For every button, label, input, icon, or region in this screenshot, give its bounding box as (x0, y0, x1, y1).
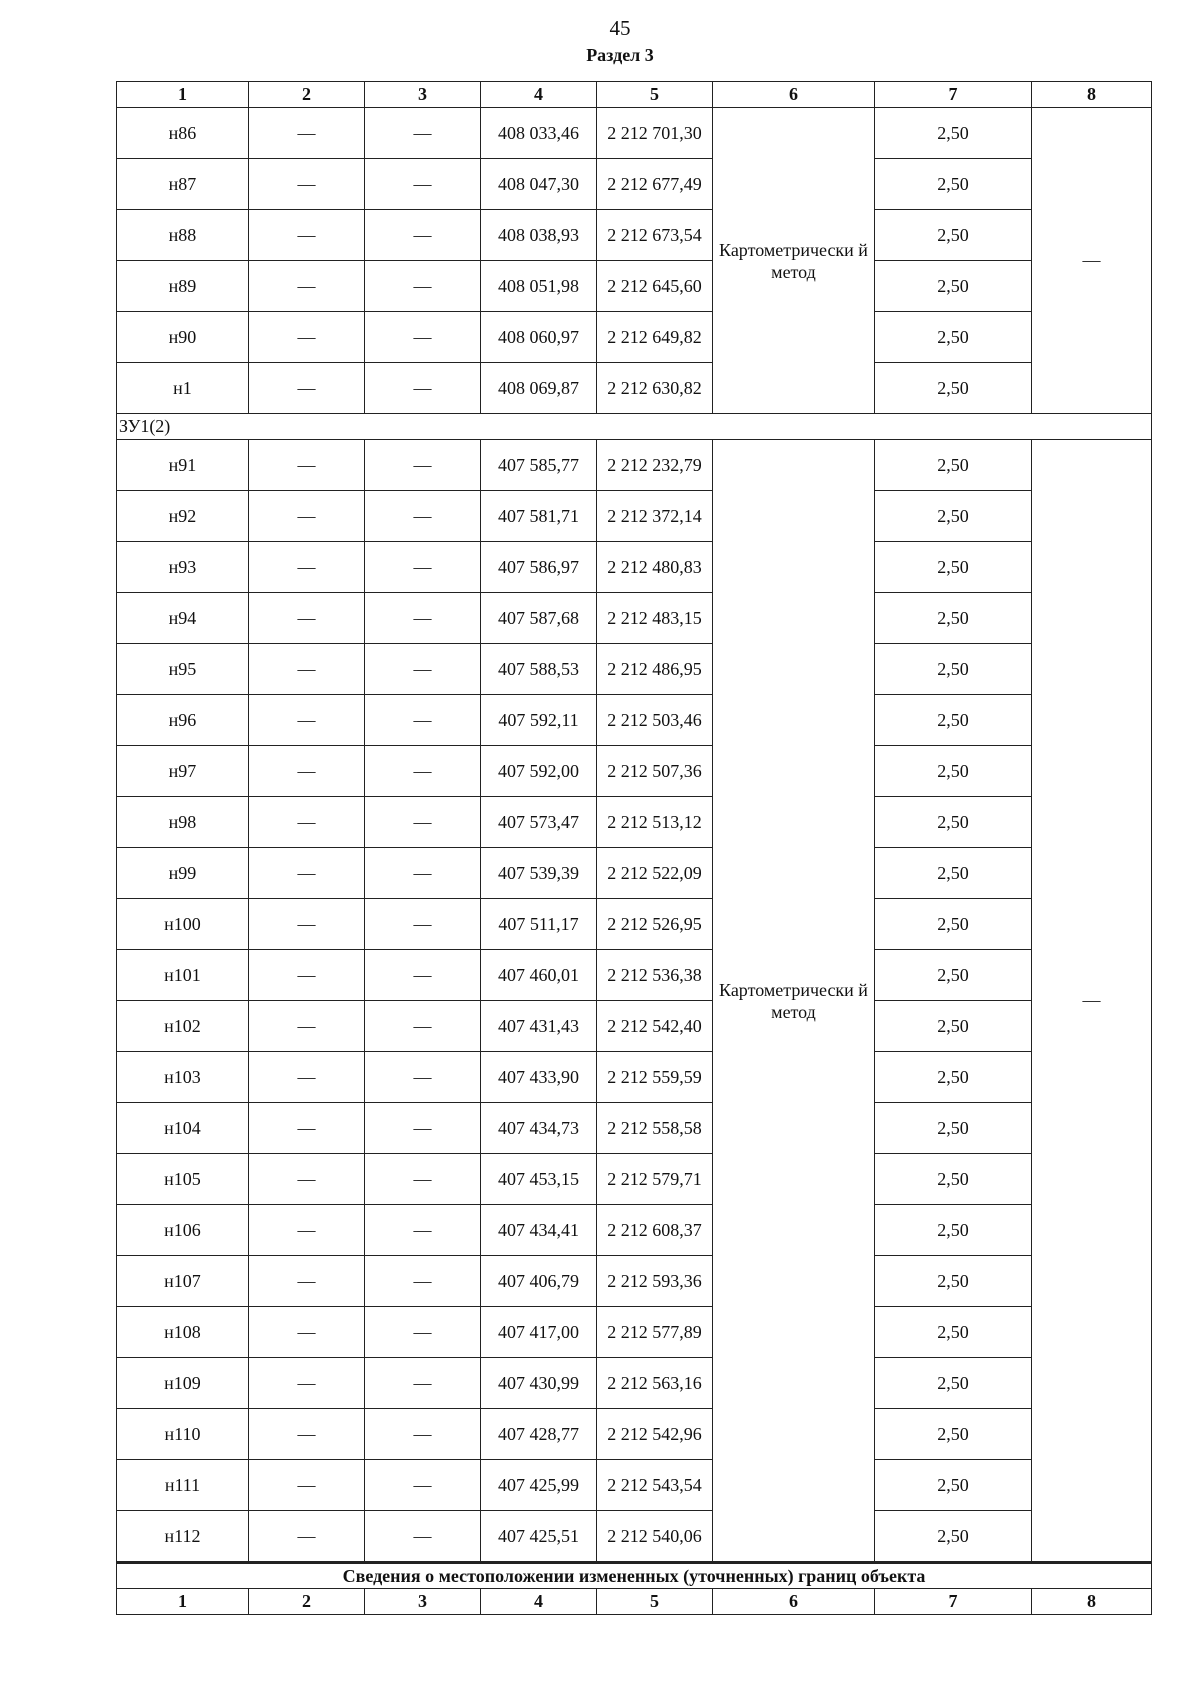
point-name-cell: н101 (117, 950, 249, 1001)
point-name-cell: н109 (117, 1358, 249, 1409)
table-row (117, 1307, 1152, 1358)
col2-empty-cell: — (249, 950, 365, 1001)
y-coordinate-cell: 2 212 522,09 (597, 848, 713, 899)
y-coordinate-cell: 2 212 483,15 (597, 593, 713, 644)
y-coordinate-cell: 2 212 480,83 (597, 542, 713, 593)
y-coordinate-cell: 2 212 577,89 (597, 1307, 713, 1358)
table-row (117, 695, 1152, 746)
point-name-cell: н95 (117, 644, 249, 695)
accuracy-cell: 2,50 (875, 440, 1032, 491)
x-coordinate-cell: 407 511,17 (481, 899, 597, 950)
accuracy-cell: 2,50 (875, 159, 1032, 210)
col2-empty-cell: — (249, 159, 365, 210)
section-title: Раздел 3 (586, 45, 654, 65)
point-name-cell: н92 (117, 491, 249, 542)
table-row (117, 848, 1152, 899)
accuracy-cell: 2,50 (875, 1511, 1032, 1563)
col2-empty-cell: — (249, 1358, 365, 1409)
col3-empty-cell: — (365, 644, 481, 695)
y-coordinate-cell: 2 212 232,79 (597, 440, 713, 491)
group-label: ЗУ1(2) (117, 414, 1152, 440)
col2-empty-cell: — (249, 593, 365, 644)
point-name-cell: н104 (117, 1103, 249, 1154)
table-row (117, 159, 1152, 210)
point-name-cell: н98 (117, 797, 249, 848)
y-coordinate-cell: 2 212 673,54 (597, 210, 713, 261)
col3-empty-cell: — (365, 899, 481, 950)
table-row (117, 1052, 1152, 1103)
accuracy-cell: 2,50 (875, 1154, 1032, 1205)
x-coordinate-cell: 407 573,47 (481, 797, 597, 848)
col3-empty-cell: — (365, 848, 481, 899)
x-coordinate-cell: 408 033,46 (481, 108, 597, 159)
table-row (117, 593, 1152, 644)
column-header-6: 6 (713, 82, 875, 108)
y-coordinate-cell: 2 212 701,30 (597, 108, 713, 159)
col2-empty-cell: — (249, 899, 365, 950)
y-coordinate-cell: 2 212 507,36 (597, 746, 713, 797)
col3-empty-cell: — (365, 797, 481, 848)
column-header-3: 3 (365, 82, 481, 108)
col3-empty-cell: — (365, 950, 481, 1001)
col2-empty-cell: — (249, 746, 365, 797)
accuracy-cell: 2,50 (875, 491, 1032, 542)
point-name-cell: н86 (117, 108, 249, 159)
footer-column-header-8: 8 (1032, 1589, 1152, 1615)
x-coordinate-cell: 407 539,39 (481, 848, 597, 899)
accuracy-cell: 2,50 (875, 950, 1032, 1001)
accuracy-cell: 2,50 (875, 1256, 1032, 1307)
y-coordinate-cell: 2 212 526,95 (597, 899, 713, 950)
column-header-row (117, 82, 1152, 108)
col3-empty-cell: — (365, 159, 481, 210)
x-coordinate-cell: 407 425,99 (481, 1460, 597, 1511)
footer-column-header-row (117, 1589, 1152, 1615)
accuracy-cell: 2,50 (875, 746, 1032, 797)
accuracy-cell: 2,50 (875, 312, 1032, 363)
point-name-cell: н94 (117, 593, 249, 644)
x-coordinate-cell: 407 453,15 (481, 1154, 597, 1205)
y-coordinate-cell: 2 212 542,96 (597, 1409, 713, 1460)
y-coordinate-cell: 2 212 543,54 (597, 1460, 713, 1511)
col3-empty-cell: — (365, 108, 481, 159)
point-name-cell: н110 (117, 1409, 249, 1460)
accuracy-cell: 2,50 (875, 695, 1032, 746)
table-row (117, 1256, 1152, 1307)
footer-column-header-6: 6 (713, 1589, 875, 1615)
x-coordinate-cell: 407 585,77 (481, 440, 597, 491)
accuracy-cell: 2,50 (875, 363, 1032, 414)
y-coordinate-cell: 2 212 542,40 (597, 1001, 713, 1052)
point-name-cell: н1 (117, 363, 249, 414)
footer-column-header-3: 3 (365, 1589, 481, 1615)
x-coordinate-cell: 407 592,00 (481, 746, 597, 797)
col3-empty-cell: — (365, 1001, 481, 1052)
table-row (117, 746, 1152, 797)
table-row (117, 261, 1152, 312)
footer-caption: Сведения о местоположении измененных (уточненных) границ объекта (117, 1563, 1152, 1589)
col2-empty-cell: — (249, 1460, 365, 1511)
point-name-cell: н105 (117, 1154, 249, 1205)
y-coordinate-cell: 2 212 559,59 (597, 1052, 713, 1103)
accuracy-cell: 2,50 (875, 1358, 1032, 1409)
point-name-cell: н111 (117, 1460, 249, 1511)
point-name-cell: н102 (117, 1001, 249, 1052)
col3-empty-cell: — (365, 1154, 481, 1205)
col2-empty-cell: — (249, 797, 365, 848)
point-name-cell: н89 (117, 261, 249, 312)
accuracy-cell: 2,50 (875, 899, 1032, 950)
col2-empty-cell: — (249, 440, 365, 491)
column-header-7: 7 (875, 82, 1032, 108)
footer-column-header-4: 4 (481, 1589, 597, 1615)
point-name-cell: н106 (117, 1205, 249, 1256)
point-name-cell: н100 (117, 899, 249, 950)
x-coordinate-cell: 407 581,71 (481, 491, 597, 542)
x-coordinate-cell: 408 069,87 (481, 363, 597, 414)
table-row (117, 899, 1152, 950)
col2-empty-cell: — (249, 1103, 365, 1154)
col8-cell: — (1032, 440, 1152, 1563)
column-header-4: 4 (481, 82, 597, 108)
table-row (117, 440, 1152, 491)
col2-empty-cell: — (249, 644, 365, 695)
col2-empty-cell: — (249, 695, 365, 746)
x-coordinate-cell: 407 592,11 (481, 695, 597, 746)
col3-empty-cell: — (365, 1409, 481, 1460)
accuracy-cell: 2,50 (875, 797, 1032, 848)
table-row (117, 312, 1152, 363)
y-coordinate-cell: 2 212 630,82 (597, 363, 713, 414)
point-name-cell: н96 (117, 695, 249, 746)
table-row (117, 210, 1152, 261)
col2-empty-cell: — (249, 1052, 365, 1103)
col2-empty-cell: — (249, 363, 365, 414)
x-coordinate-cell: 407 460,01 (481, 950, 597, 1001)
accuracy-cell: 2,50 (875, 1205, 1032, 1256)
x-coordinate-cell: 407 406,79 (481, 1256, 597, 1307)
col2-empty-cell: — (249, 1256, 365, 1307)
col2-empty-cell: — (249, 261, 365, 312)
col3-empty-cell: — (365, 261, 481, 312)
accuracy-cell: 2,50 (875, 1103, 1032, 1154)
x-coordinate-cell: 408 051,98 (481, 261, 597, 312)
column-header-1: 1 (117, 82, 249, 108)
table-row (117, 1511, 1152, 1563)
point-name-cell: н87 (117, 159, 249, 210)
col3-empty-cell: — (365, 1052, 481, 1103)
y-coordinate-cell: 2 212 677,49 (597, 159, 713, 210)
x-coordinate-cell: 407 425,51 (481, 1511, 597, 1563)
col2-empty-cell: — (249, 1205, 365, 1256)
accuracy-cell: 2,50 (875, 848, 1032, 899)
footer-column-header-2: 2 (249, 1589, 365, 1615)
y-coordinate-cell: 2 212 503,46 (597, 695, 713, 746)
accuracy-cell: 2,50 (875, 210, 1032, 261)
table-row (117, 1103, 1152, 1154)
x-coordinate-cell: 407 431,43 (481, 1001, 597, 1052)
col3-empty-cell: — (365, 1511, 481, 1563)
col2-empty-cell: — (249, 1154, 365, 1205)
column-header-5: 5 (597, 82, 713, 108)
col3-empty-cell: — (365, 312, 481, 363)
method-cell: Картометрически й метод (713, 440, 875, 1563)
accuracy-cell: 2,50 (875, 1052, 1032, 1103)
table-row (117, 491, 1152, 542)
method-cell: Картометрически й метод (713, 108, 875, 414)
footer-column-header-7: 7 (875, 1589, 1032, 1615)
table-row (117, 108, 1152, 159)
point-name-cell: н103 (117, 1052, 249, 1103)
table-row (117, 950, 1152, 1001)
accuracy-cell: 2,50 (875, 1409, 1032, 1460)
y-coordinate-cell: 2 212 593,36 (597, 1256, 713, 1307)
col3-empty-cell: — (365, 1358, 481, 1409)
accuracy-cell: 2,50 (875, 644, 1032, 695)
point-name-cell: н107 (117, 1256, 249, 1307)
accuracy-cell: 2,50 (875, 542, 1032, 593)
table-row (117, 1409, 1152, 1460)
col8-cell: — (1032, 108, 1152, 414)
col3-empty-cell: — (365, 1307, 481, 1358)
footer-caption-row (117, 1563, 1152, 1589)
table-row (117, 363, 1152, 414)
col2-empty-cell: — (249, 1001, 365, 1052)
col3-empty-cell: — (365, 746, 481, 797)
point-name-cell: н88 (117, 210, 249, 261)
y-coordinate-cell: 2 212 558,58 (597, 1103, 713, 1154)
accuracy-cell: 2,50 (875, 1307, 1032, 1358)
table-row (117, 797, 1152, 848)
x-coordinate-cell: 408 047,30 (481, 159, 597, 210)
col2-empty-cell: — (249, 312, 365, 363)
col2-empty-cell: — (249, 1307, 365, 1358)
y-coordinate-cell: 2 212 372,14 (597, 491, 713, 542)
point-name-cell: н93 (117, 542, 249, 593)
point-name-cell: н91 (117, 440, 249, 491)
x-coordinate-cell: 407 586,97 (481, 542, 597, 593)
y-coordinate-cell: 2 212 649,82 (597, 312, 713, 363)
x-coordinate-cell: 407 417,00 (481, 1307, 597, 1358)
point-name-cell: н99 (117, 848, 249, 899)
coordinates-table (116, 81, 1152, 1615)
accuracy-cell: 2,50 (875, 261, 1032, 312)
y-coordinate-cell: 2 212 513,12 (597, 797, 713, 848)
x-coordinate-cell: 407 433,90 (481, 1052, 597, 1103)
x-coordinate-cell: 408 038,93 (481, 210, 597, 261)
table-body (117, 82, 1152, 1615)
x-coordinate-cell: 407 434,73 (481, 1103, 597, 1154)
column-header-8: 8 (1032, 82, 1152, 108)
footer-column-header-1: 1 (117, 1589, 249, 1615)
col3-empty-cell: — (365, 1103, 481, 1154)
x-coordinate-cell: 408 060,97 (481, 312, 597, 363)
col3-empty-cell: — (365, 491, 481, 542)
y-coordinate-cell: 2 212 645,60 (597, 261, 713, 312)
page-number: 45 (609, 16, 631, 40)
y-coordinate-cell: 2 212 540,06 (597, 1511, 713, 1563)
point-name-cell: н97 (117, 746, 249, 797)
x-coordinate-cell: 407 588,53 (481, 644, 597, 695)
point-name-cell: н112 (117, 1511, 249, 1563)
accuracy-cell: 2,50 (875, 1001, 1032, 1052)
col2-empty-cell: — (249, 848, 365, 899)
y-coordinate-cell: 2 212 536,38 (597, 950, 713, 1001)
col3-empty-cell: — (365, 363, 481, 414)
col3-empty-cell: — (365, 542, 481, 593)
col3-empty-cell: — (365, 1205, 481, 1256)
col3-empty-cell: — (365, 440, 481, 491)
x-coordinate-cell: 407 434,41 (481, 1205, 597, 1256)
table-row (117, 644, 1152, 695)
col3-empty-cell: — (365, 1256, 481, 1307)
y-coordinate-cell: 2 212 608,37 (597, 1205, 713, 1256)
y-coordinate-cell: 2 212 563,16 (597, 1358, 713, 1409)
col3-empty-cell: — (365, 593, 481, 644)
footer-column-header-5: 5 (597, 1589, 713, 1615)
table-row (117, 1001, 1152, 1052)
col2-empty-cell: — (249, 542, 365, 593)
col3-empty-cell: — (365, 695, 481, 746)
col2-empty-cell: — (249, 1511, 365, 1563)
col2-empty-cell: — (249, 491, 365, 542)
column-header-2: 2 (249, 82, 365, 108)
table-row (117, 542, 1152, 593)
accuracy-cell: 2,50 (875, 593, 1032, 644)
point-name-cell: н90 (117, 312, 249, 363)
col2-empty-cell: — (249, 210, 365, 261)
x-coordinate-cell: 407 428,77 (481, 1409, 597, 1460)
table-row (117, 1460, 1152, 1511)
table-row (117, 1154, 1152, 1205)
table-row (117, 1358, 1152, 1409)
col3-empty-cell: — (365, 210, 481, 261)
y-coordinate-cell: 2 212 486,95 (597, 644, 713, 695)
accuracy-cell: 2,50 (875, 108, 1032, 159)
accuracy-cell: 2,50 (875, 1460, 1032, 1511)
col2-empty-cell: — (249, 108, 365, 159)
col3-empty-cell: — (365, 1460, 481, 1511)
x-coordinate-cell: 407 430,99 (481, 1358, 597, 1409)
y-coordinate-cell: 2 212 579,71 (597, 1154, 713, 1205)
table-row (117, 1205, 1152, 1256)
group-label-row (117, 414, 1152, 440)
x-coordinate-cell: 407 587,68 (481, 593, 597, 644)
col2-empty-cell: — (249, 1409, 365, 1460)
point-name-cell: н108 (117, 1307, 249, 1358)
